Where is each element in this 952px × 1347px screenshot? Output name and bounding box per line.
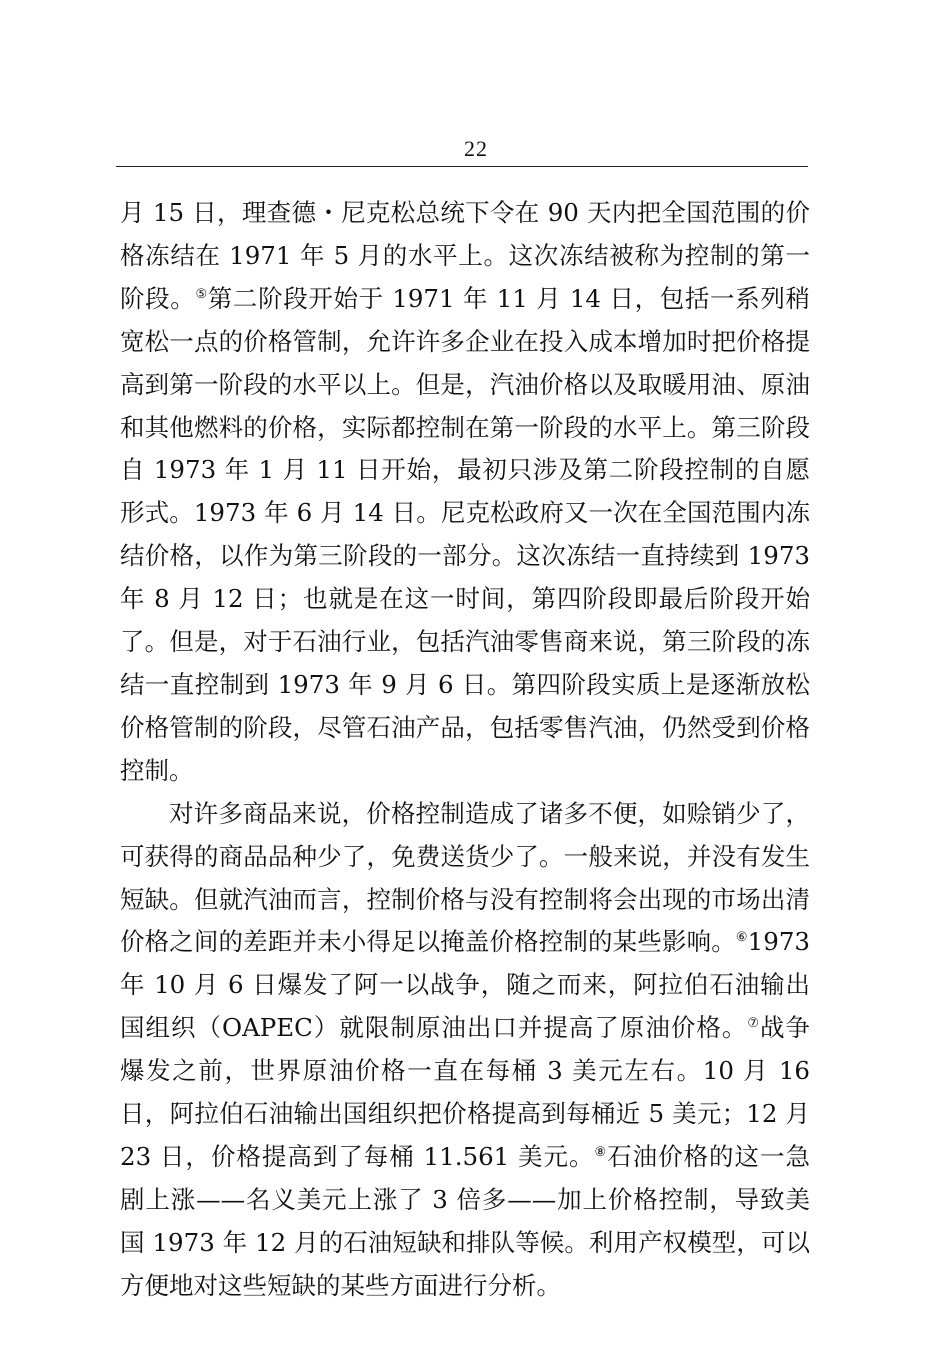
text-run: 月 15 日，理查德・尼克松总统下令在 90 天内把全国范围的价格冻结在 1971 年 5 月的水平上。这次冻结被称为控制的第一阶段。 xyxy=(120,198,810,313)
text-run: 1973 年 10 月 6 日爆发了阿一以战争，随之而来，阿拉伯石油输出国组织（OAPEC）就限制原油出口并提高了原油价格。 xyxy=(120,927,811,1043)
footnote-ref-8[interactable]: ⑧ xyxy=(594,1144,608,1160)
body-text xyxy=(120,192,810,1308)
text-run: 对许多商品来说，价格控制造成了诸多不便，如赊销少了，可获得的商品品种少了，免费送货少了。一般来说，并没有发生短缺。但就汽油而言，控制价格与没有控制将会出现的市场出清价格之间的差距并未小得足以掩盖价格控制的某些影响。 xyxy=(120,798,810,957)
text-run: 石油价格的这一急剧上涨——名义美元上涨了 3 倍多——加上价格控制，导致美国 1973 年 12 月的石油短缺和排队等候。利用产权模型，可以方便地对这些短缺的某些方面进行分析。 xyxy=(120,1141,811,1300)
paragraph-1 xyxy=(120,192,810,793)
page-number: 22 xyxy=(464,136,488,161)
paragraph-2 xyxy=(120,793,810,1308)
footnote-ref-6[interactable]: ⑥ xyxy=(735,930,748,946)
header-rule xyxy=(116,166,808,167)
footnote-ref-5[interactable]: ⑤ xyxy=(195,286,208,302)
text-run: 战争爆发之前，世界原油价格一直在每桶 3 美元左右。10 月 16 日，阿拉伯石油输出国组织把价格提高到每桶近 5 美元；12 月 23 日，价格提高到了每桶 11.561 美元。 xyxy=(120,1013,810,1171)
text-run: 第二阶段开始于 1971 年 11 月 14 日，包括一系列稍宽松一点的价格管制，允许许多企业在投入成本增加时把价格提高到第一阶段的水平以上。但是，汽油价格以及取暖用油、原油和其他燃料的价格，实际都控制在第一阶段的水平上。第三阶段自 1973 年 1 月 11 日开始，最初只涉及第二阶段控制的自愿形式。1973 年 6 月 14 日。尼克松政府又一次在全国范围内冻结价格，以作为第三阶段的一部分。这次冻结一直持续到 1973 年 8 月 12 日；也就是在这一时间，第四阶段即最后阶段开始了。但是，对于石油行业，包括汽油零售商来说，第三阶段的冻结一直控制到 1973 年 9 月 6 日。第四阶段实质上是逐渐放松价格管制的阶段，尽管石油产品，包括零售汽油，仍然受到价格控制。 xyxy=(120,283,810,785)
footnote-ref-7[interactable]: ⑦ xyxy=(747,1016,760,1032)
